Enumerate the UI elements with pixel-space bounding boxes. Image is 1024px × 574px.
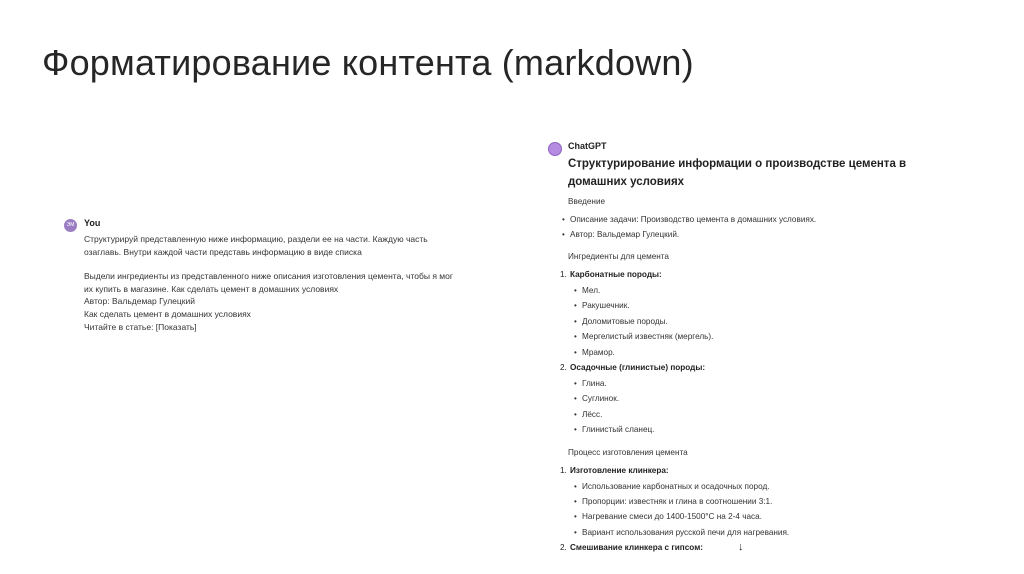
bullet-icon: • — [574, 316, 577, 326]
list-item: • Суглинок. — [560, 391, 980, 406]
list-item: • Глина. — [560, 376, 980, 391]
bullet-icon: • — [574, 512, 577, 522]
user-avatar: ЭМ — [64, 219, 77, 232]
numbered-item: 1. Изготовление клинкера: — [560, 465, 669, 475]
list-item: • Мел. — [560, 283, 980, 298]
list-item: • Вариант использования русской печи для нагревания. — [560, 525, 980, 540]
list-item: • Мергелистый известняк (мергель). — [560, 329, 980, 344]
user-line: Читайте в статье: [Показать] — [84, 321, 197, 332]
user-line: Автор: Вальдемар Гулецкий — [84, 296, 195, 307]
bullet-icon: • — [574, 527, 577, 537]
bullet-icon: • — [562, 215, 565, 224]
bullet-icon: • — [574, 409, 577, 419]
bullet-icon: • — [574, 394, 577, 404]
user-author-label: You — [84, 218, 101, 228]
numbered-item: 2. Осадочные (глинистые) породы: — [560, 362, 706, 372]
bullet-icon: • — [562, 230, 565, 239]
user-line: Выдели ингредиенты из представленного ниже описания изготовления цемента, чтобы я мог — [84, 271, 453, 282]
list-item: • Лёсс. — [560, 407, 980, 422]
bullet-icon: • — [574, 286, 577, 295]
user-line: Структурируй представленную ниже информацию, раздели ее на части. Каждую часть — [84, 234, 428, 244]
user-line-blank — [84, 258, 453, 270]
list-item: • Автор: Вальдемар Гулецкий. — [560, 227, 980, 242]
list-item: • Пропорции: известняк и глина в соотношении 3:1. — [560, 494, 980, 509]
bullet-icon: • — [574, 301, 577, 311]
list-item: • Нагревание смеси до 1400-1500°C на 2-4 часа. — [560, 509, 980, 524]
user-line: Как сделать цемент в домашних условиях — [84, 308, 251, 319]
user-line: их купить в магазине. Как сделать цемент в домашних условиях — [84, 283, 339, 294]
numbered-item: 1. Карбонатные породы: — [560, 270, 662, 279]
assistant-heading: Структурирование информации о производстве цемента в домашних условиях — [568, 158, 907, 188]
numbered-item: 2. Смешивание клинкера с гипсом: — [560, 543, 703, 553]
scroll-down-arrow-icon[interactable]: ↓ — [738, 541, 744, 553]
user-message-text — [84, 233, 453, 333]
bullet-icon: • — [574, 425, 577, 435]
bullet-icon: • — [574, 496, 577, 506]
assistant-body — [560, 197, 980, 556]
list-item: • Мрамор. — [560, 345, 980, 360]
section-heading-process: Процесс изготовления цемента — [568, 447, 688, 457]
assistant-author-label: ChatGPT — [568, 141, 607, 151]
section-heading-ingredients: Ингредиенты для цемента — [568, 252, 669, 261]
list-item: • Глинистый сланец. — [560, 422, 980, 437]
section-heading-intro: Введение — [568, 197, 606, 206]
bullet-icon: • — [574, 347, 577, 357]
list-item: • Использование карбонатных и осадочных пород. — [560, 479, 980, 494]
user-line: озаглавь. Внутри каждой части представь информацию в виде списка — [84, 246, 362, 257]
bullet-icon: • — [574, 378, 577, 388]
bullet-icon: • — [574, 481, 577, 491]
chatgpt-logo-icon — [548, 142, 562, 156]
list-item: • Описание задачи: Производство цемента в домашних условиях. — [560, 212, 980, 227]
list-item: • Ракушечник. — [560, 298, 980, 313]
list-item: • Доломитовые породы. — [560, 314, 980, 329]
bullet-icon: • — [574, 332, 577, 342]
slide-title: Форматирование контента (markdown) — [42, 42, 694, 83]
